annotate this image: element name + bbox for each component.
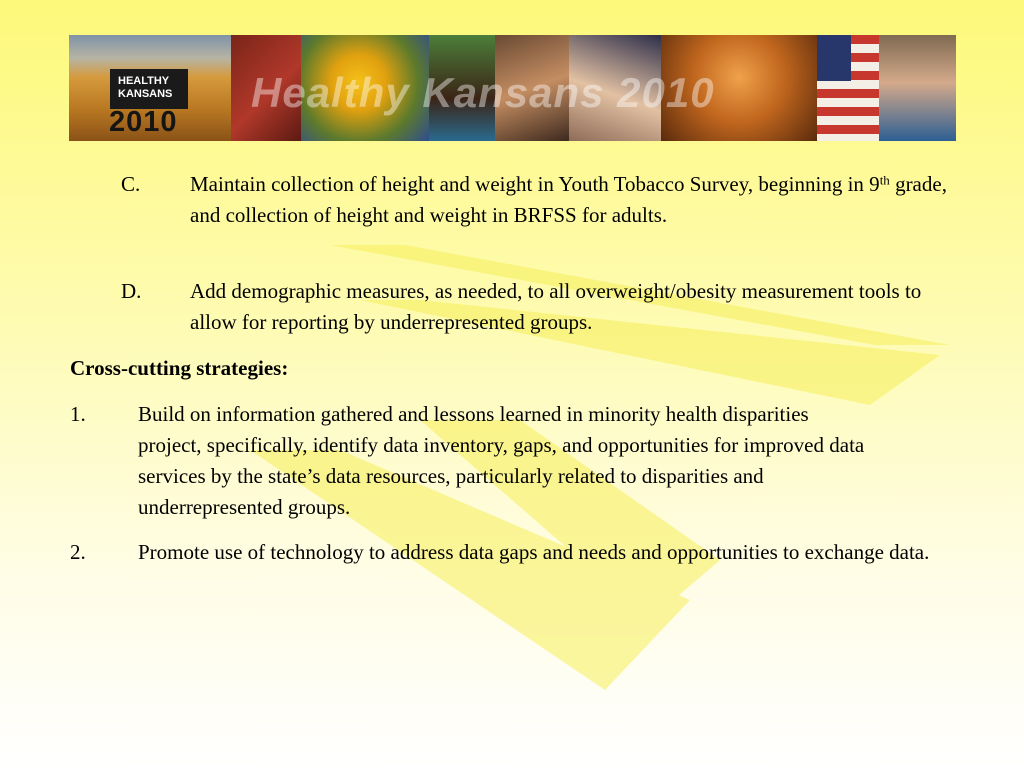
list-marker: 1. [70, 402, 86, 426]
logo-year: 2010 [109, 106, 178, 138]
list-marker: C. [121, 172, 141, 196]
banner-title: Healthy Kansans 2010 [251, 69, 715, 116]
list-marker: D. [121, 279, 142, 303]
logo-line-1: HEALTHY [118, 75, 170, 87]
list-item-text: Add demographic measures, as needed, to all overweight/obesity measurement tools to allow for reporting by underrepresented groups. [190, 279, 922, 334]
text-segment: grade, and collection of height and weight in BRFSS for adults. [190, 172, 947, 227]
logo-line-2: KANSANS [118, 88, 173, 100]
superscript: th [879, 172, 890, 188]
list-item-text: Promote use of technology to address data gaps and needs and opportunities to exchange data. [138, 540, 930, 564]
list-item-text: Build on information gathered and lessons learned in minority health disparities project, specifically, identify data inventory, gaps, and opportunities for improved data services by the state’s data resources, particularly related to disparities and underrepresented groups. [138, 402, 865, 519]
list-item-text [190, 169, 951, 231]
list-marker: 2. [70, 540, 86, 564]
text-segment: Maintain collection of height and weight in Youth Tobacco Survey, beginning in 9 [190, 172, 880, 196]
section-heading: Cross-cutting strategies: [70, 356, 289, 380]
